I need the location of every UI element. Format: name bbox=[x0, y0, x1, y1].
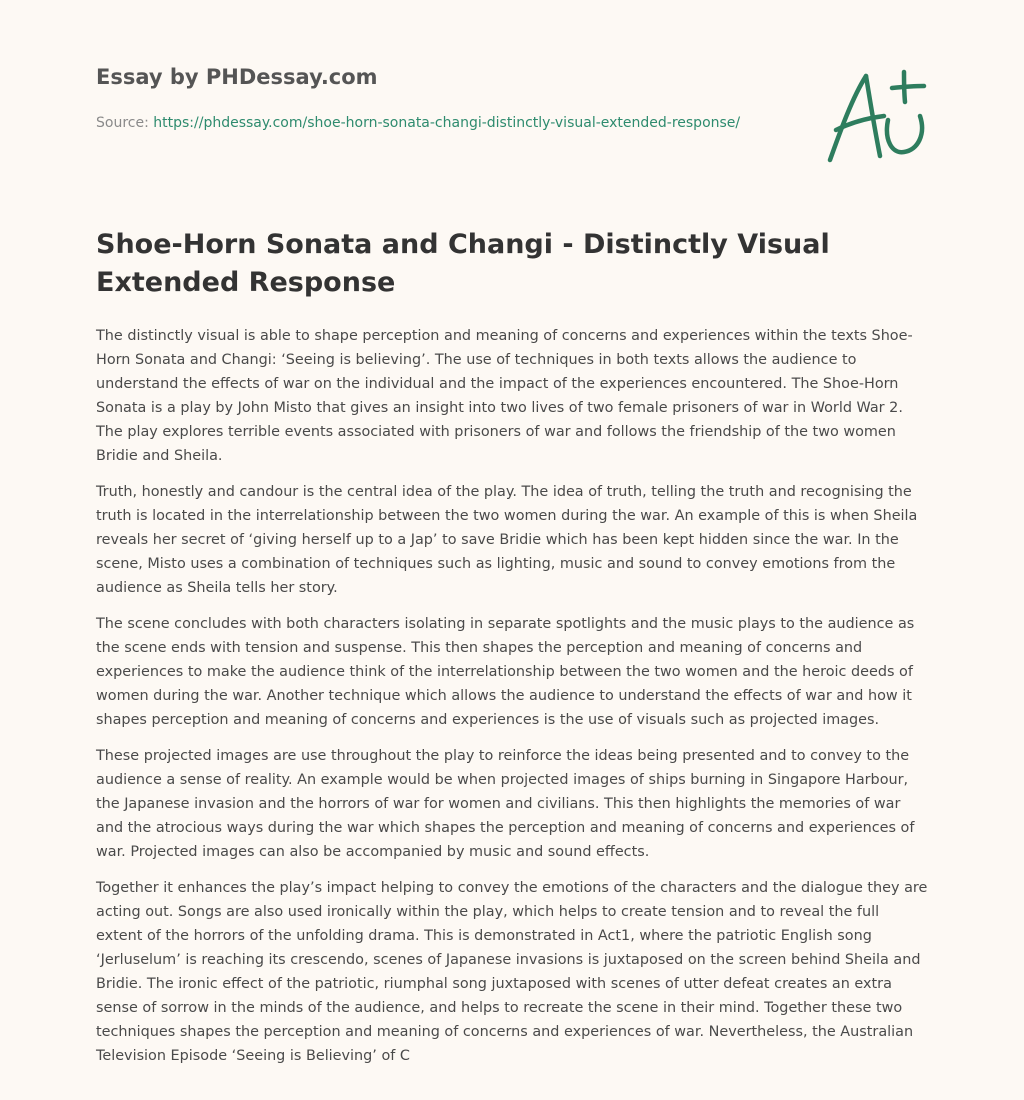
essay-body bbox=[96, 324, 930, 1080]
essay-paragraph: The scene concludes with both characters isolating in separate spotlights and the music plays to the audience as the scene ends with tension and suspense. This then shapes the perception and meaning of concerns and experiences to make the audience think of the interrelationship between the two women and the heroic deeds of women during the war. Another technique which allows the audience to understand the effects of war and how it shapes perception and meaning of concerns and experiences is the use of visuals such as projected images. bbox=[96, 616, 915, 728]
page-header bbox=[96, 62, 756, 135]
site-brand: Essay by PHDessay.com bbox=[96, 65, 378, 89]
essay-title: Shoe-Horn Sonata and Changi - Distinctly Visual Extended Response bbox=[96, 229, 830, 298]
essay-paragraph: Together it enhances the play’s impact helping to convey the emotions of the characters and the dialogue they are acting out. Songs are also used ironically within the play, which helps to create tension and to reveal the full extent of the horrors of the unfolding drama. This is demonstrated in Act1, where the patriotic English song ‘Jerluselum’ is reaching its crescendo, scenes of Japanese invasions is juxtaposed on the screen behind Sheila and Bridie. The ironic effect of the patriotic, riumphal song juxtaposed with scenes of utter defeat creates an extra sense of sorrow in the minds of the audience, and helps to recreate the scene in their mind. Together these two techniques shapes the perception and meaning of concerns and experiences of war. Nevertheless, the Australian Television Episode ‘Seeing is Believing’ of C bbox=[96, 880, 928, 1064]
source-link[interactable]: https://phdessay.com/shoe-horn-sonata-changi-distinctly-visual-extended-response/ bbox=[153, 115, 741, 131]
essay-paragraph: These projected images are use throughout the play to reinforce the ideas being presented and to convey to the audience a sense of reality. An example would be when projected images of ships burning in Singapore Harbour, the Japanese invasion and the horrors of war for women and civilians. This then highlights the memories of war and the atrocious ways during the war which shapes the perception and meaning of concerns and experiences of war. Projected images can also be accompanied by music and sound effects. bbox=[96, 748, 915, 860]
essay-paragraph: The distinctly visual is able to shape perception and meaning of concerns and experiences within the texts Shoe-Horn Sonata and Changi: ‘Seeing is believing’. The use of techniques in both texts allows the audience to understand the effects of war on the individual and the impact of the experiences encountered. The Shoe-Horn Sonata is a play by John Misto that gives an insight into two lives of two female prisoners of war in World War 2. The play explores terrible events associated with prisoners of war and follows the friendship of the two women Bridie and Sheila. bbox=[96, 328, 913, 464]
source-line bbox=[96, 112, 756, 135]
a-plus-logo-icon bbox=[822, 68, 932, 168]
essay-paragraph: Truth, honestly and candour is the central idea of the play. The idea of truth, telling the truth and recognising the truth is located in the interrelationship between the two women during the war. An example of this is when Sheila reveals her secret of ‘giving herself up to a Jap’ to save Bridie which has been kept hidden since the war. In the scene, Misto uses a combination of techniques such as lighting, music and sound to convey emotions from the audience as Sheila tells her story. bbox=[96, 484, 918, 596]
source-label: Source: bbox=[96, 115, 154, 131]
